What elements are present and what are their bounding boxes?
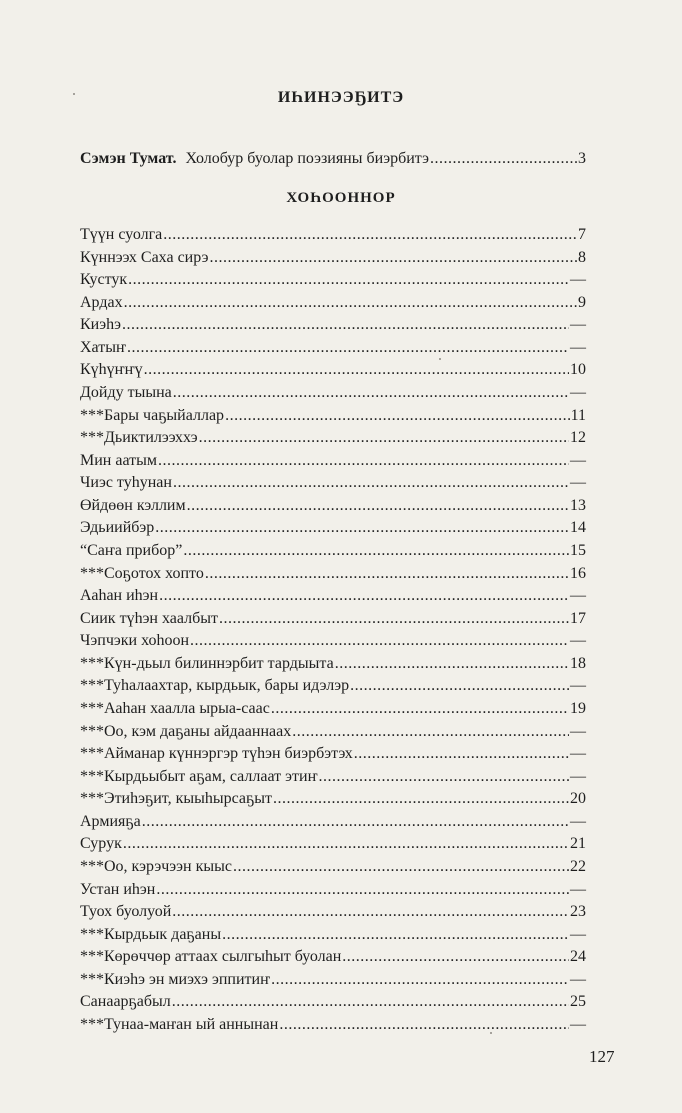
entry-title: Ардах xyxy=(80,293,123,311)
toc-entry xyxy=(80,563,586,585)
preface-entry xyxy=(80,148,586,170)
section-title: ХОҺООННОР xyxy=(286,190,396,206)
entry-page: 19 xyxy=(570,700,586,717)
dot-leader xyxy=(172,991,569,1013)
entry-page: 25 xyxy=(570,993,586,1011)
entry-page: — xyxy=(570,474,586,492)
entry-title: ***Кырдьык даҕаны xyxy=(80,925,222,943)
dot-leader xyxy=(172,901,569,923)
entry-page: — xyxy=(570,384,586,401)
entry-page: 24 xyxy=(570,948,586,966)
dot-leader xyxy=(173,472,569,494)
dot-leader xyxy=(155,517,569,539)
entry-page: — xyxy=(570,880,586,898)
entry-title: Армияҕа xyxy=(80,812,141,830)
entry-title: ***Тунаа-маҥан ый аннынан xyxy=(80,1016,279,1033)
toc-entry xyxy=(80,314,586,336)
dot-leader xyxy=(183,540,569,562)
dot-leader xyxy=(350,675,569,697)
entry-title: ***Күн-дьыл билиннэрбит тардыыта xyxy=(80,654,334,672)
toc-entry xyxy=(80,946,586,968)
toc-entry xyxy=(80,698,586,720)
entry-title: Устан иһэн xyxy=(80,880,156,898)
toc-entry xyxy=(80,292,586,314)
toc-entry xyxy=(80,653,586,675)
entry-page: — xyxy=(570,587,586,605)
entry-title: Киэһэ xyxy=(80,316,121,334)
dot-leader xyxy=(335,653,569,675)
entry-page: 7 xyxy=(578,226,586,243)
entry-page: 11 xyxy=(570,406,586,424)
dot-leader xyxy=(210,247,578,269)
entry-title: Туох буолуой xyxy=(80,903,172,921)
toc-entry xyxy=(80,405,586,427)
entry-title: Ааһан иһэн xyxy=(80,587,159,605)
toc-entry xyxy=(80,924,586,946)
toc-entry xyxy=(80,675,586,697)
toc-entry xyxy=(80,517,586,539)
dot-leader xyxy=(122,314,569,336)
entry-page: 23 xyxy=(570,903,586,921)
dot-leader xyxy=(225,405,570,427)
dot-leader xyxy=(159,585,569,607)
entry-title: Күһүҥҥү xyxy=(80,361,143,379)
dot-leader xyxy=(163,224,577,246)
entry-page: 9 xyxy=(578,293,586,311)
dot-leader xyxy=(279,1014,569,1036)
entry-page: — xyxy=(570,338,586,356)
toc-entry xyxy=(80,991,586,1013)
dot-leader xyxy=(219,608,569,630)
entry-page: 8 xyxy=(578,248,586,266)
entry-title: ***Соҕотох хопто xyxy=(80,564,204,582)
dot-leader xyxy=(127,337,569,359)
entry-page: 12 xyxy=(570,429,586,447)
entry-page: — xyxy=(570,722,586,740)
toc-entry xyxy=(80,766,586,788)
entry-page: 22 xyxy=(570,858,586,875)
toc-entry xyxy=(80,495,586,517)
entry-page: 16 xyxy=(570,564,586,582)
entry-title: Хатыҥ xyxy=(80,338,126,356)
entry-page: — xyxy=(570,632,586,650)
entry-page: — xyxy=(570,451,586,469)
entry-title: ***Ааһан хаалла ырыа-саас xyxy=(80,700,270,717)
entry-title: ***Кырдьыбыт аҕам, саллаат этиҥ xyxy=(80,767,318,785)
entry-title: ***Этиһэҕит, кыыһырсаҕыт xyxy=(80,790,272,808)
entry-title: ***Дьиктилээххэ xyxy=(80,429,198,447)
entry-page: 15 xyxy=(570,542,586,559)
entry-page: — xyxy=(570,1016,586,1033)
entry-title: Чиэс туһунан xyxy=(80,474,172,492)
entry-page: 20 xyxy=(570,790,586,808)
entry-page: 13 xyxy=(570,496,586,514)
entry-page: 10 xyxy=(570,361,586,379)
toc-entry xyxy=(80,247,586,269)
toc-entry xyxy=(80,540,586,562)
preface-author: Сэмэн Тумат. xyxy=(80,150,177,167)
toc-entry xyxy=(80,901,586,923)
entry-page: — xyxy=(570,767,586,785)
toc-entry xyxy=(80,337,586,359)
dot-leader xyxy=(271,969,569,991)
entry-title: Дойду тыына xyxy=(80,384,172,401)
entry-page: 17 xyxy=(570,609,586,627)
toc-entry xyxy=(80,630,586,652)
toc-entry xyxy=(80,269,586,291)
page-number: 127 xyxy=(589,1047,615,1066)
entry-title: Күннээх Саха сирэ xyxy=(80,248,209,266)
entry-title: ***Көрөччөр аттаах сылгыһыт буолан xyxy=(80,948,342,966)
toc-entry xyxy=(80,811,586,833)
toc-entry xyxy=(80,721,586,743)
dot-leader xyxy=(142,811,569,833)
dot-leader xyxy=(205,563,569,585)
dot-leader xyxy=(124,292,577,314)
toc-entry xyxy=(80,427,586,449)
entry-page: 18 xyxy=(570,654,586,672)
entry-page: — xyxy=(570,677,586,695)
entry-page: — xyxy=(570,316,586,334)
entry-page: — xyxy=(570,271,586,289)
entry-page: — xyxy=(570,812,586,830)
toc-entry xyxy=(80,1014,586,1036)
preface-title: Холобур буолар поэзияны биэрбитэ xyxy=(185,150,430,167)
page-title: ИҺИНЭЭҔИТЭ xyxy=(277,89,405,106)
entry-title: ***Айманар күннэргэр түһэн биэрбэтэх xyxy=(80,745,353,763)
entry-title: ***Бары чаҕыйаллар xyxy=(80,406,225,424)
entry-title: Чэпчэки хоһоон xyxy=(80,632,190,650)
dot-leader xyxy=(128,269,569,291)
toc-entry xyxy=(80,224,586,246)
toc-entry xyxy=(80,743,586,765)
entry-page: 21 xyxy=(570,835,586,853)
dot-leader xyxy=(199,427,569,449)
dot-leader xyxy=(144,359,569,381)
entry-title: Кустук xyxy=(80,271,128,289)
entry-title: Сурук xyxy=(80,835,122,853)
entry-page: — xyxy=(570,925,586,943)
entry-title: ***Туһалаахтар, кырдьык, бары идэлэр xyxy=(80,677,350,695)
dot-leader xyxy=(430,148,577,170)
toc-entry xyxy=(80,969,586,991)
entry-title: Сиик түһэн хаалбыт xyxy=(80,609,218,627)
toc-entry xyxy=(80,382,586,404)
preface-page: 3 xyxy=(578,150,586,167)
dot-leader xyxy=(292,721,569,743)
entry-title: ***Оо, кэрэчээн кыыс xyxy=(80,858,232,875)
toc-entry xyxy=(80,472,586,494)
dot-leader xyxy=(354,743,569,765)
entry-page: — xyxy=(570,745,586,763)
toc-entry xyxy=(80,359,586,381)
dot-leader xyxy=(156,879,569,901)
dot-leader xyxy=(173,382,569,404)
entry-title: Эдьиийбэр xyxy=(80,519,155,537)
dot-leader xyxy=(187,495,569,517)
dot-leader xyxy=(271,698,569,720)
entry-title: Өйдөөн кэллим xyxy=(80,496,186,514)
entry-title: Түүн суолга xyxy=(80,226,163,243)
dot-leader xyxy=(342,946,569,968)
dot-leader xyxy=(233,856,569,878)
dot-leader xyxy=(273,788,569,810)
entry-title: Мин аатым xyxy=(80,451,158,469)
entry-page: — xyxy=(570,970,586,988)
dot-leader xyxy=(123,833,569,855)
toc-entry xyxy=(80,608,586,630)
dot-leader xyxy=(158,450,569,472)
dot-leader xyxy=(190,630,569,652)
toc-entry xyxy=(80,788,586,810)
dot-leader xyxy=(222,924,569,946)
entry-title: ***Киэһэ эн миэхэ эппитиҥ xyxy=(80,970,271,988)
entry-title: Санаарҕабыл xyxy=(80,993,171,1011)
toc-entry xyxy=(80,833,586,855)
toc-entry xyxy=(80,879,586,901)
toc-entry xyxy=(80,585,586,607)
dot-leader xyxy=(319,766,569,788)
entry-title: “Саҥа прибор” xyxy=(80,542,183,559)
toc-entry xyxy=(80,450,586,472)
entry-page: 14 xyxy=(570,519,586,537)
toc-entry xyxy=(80,856,586,878)
entry-title: ***Оо, кэм даҕаны айдааннаах xyxy=(80,722,292,740)
